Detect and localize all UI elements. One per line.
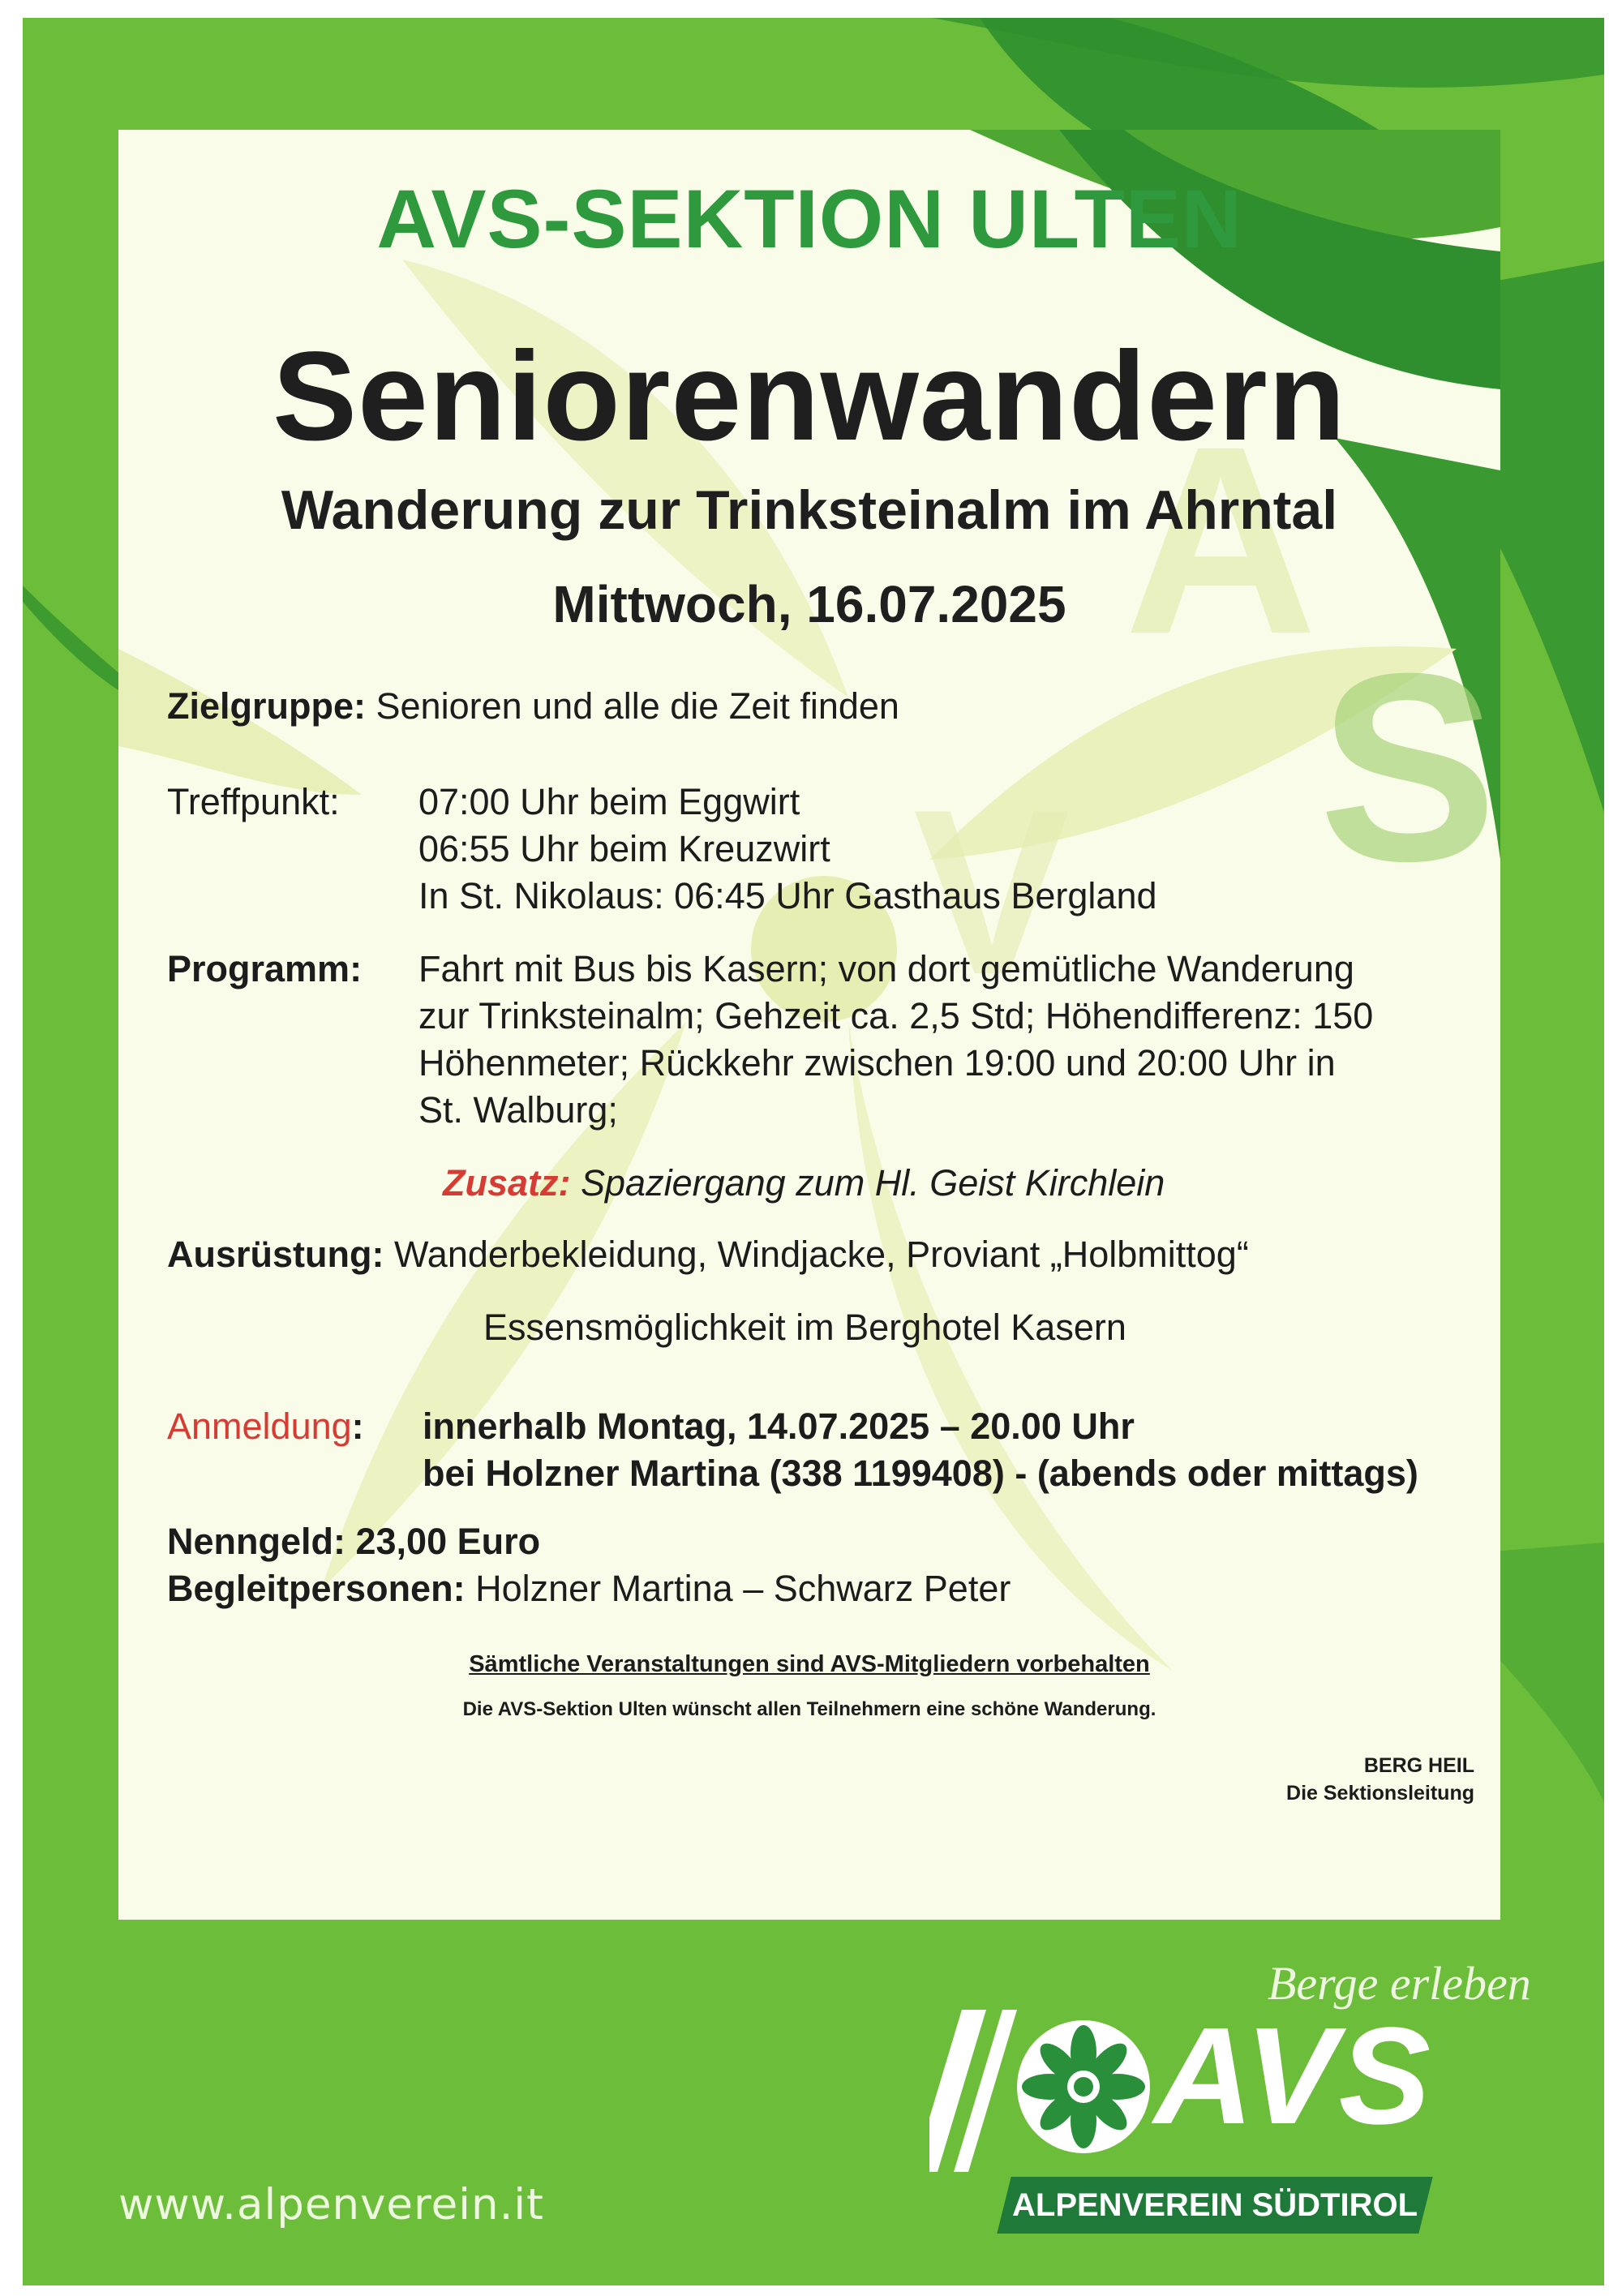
programm-label: Programm: — [167, 948, 363, 989]
zielgruppe-label: Zielgruppe: — [167, 685, 366, 727]
anmeldung-label: Anmeldung — [167, 1405, 352, 1447]
website-url: www.alpenverein.it — [118, 2180, 544, 2229]
svg-text:A: A — [1124, 390, 1318, 689]
anmeldung-label-row — [167, 1403, 364, 1450]
zielgruppe-row — [167, 683, 899, 730]
signature: Die Sektionsleitung — [1286, 1782, 1474, 1805]
section-title: AVS-SEKTION ULTEN — [376, 173, 1242, 265]
treffpunkt-line-2: 06:55 Uhr beim Kreuzwirt — [418, 828, 830, 869]
nenngeld: Nenngeld: 23,00 Euro — [167, 1521, 541, 1562]
members-only-note: Sämtliche Veranstaltungen sind AVS-Mitgliedern vorbehalten — [469, 1651, 1150, 1677]
treffpunkt-label: Treffpunkt: — [167, 781, 340, 822]
main-title: Seniorenwandern — [272, 326, 1346, 467]
avs-banner-text: ALPENVEREIN SÜDTIROL — [1011, 2187, 1418, 2223]
avs-logo-word: AVS — [1154, 1999, 1432, 2153]
event-date: Mittwoch, 16.07.2025 — [552, 575, 1066, 633]
closing-block — [1286, 1752, 1474, 1807]
ausruestung-value: Wanderbekleidung, Windjacke, Proviant „Holbmittog“ — [394, 1234, 1249, 1275]
zusatz-row — [443, 1160, 1165, 1207]
svg-text:S: S — [1319, 617, 1498, 916]
slogan: Berge erleben — [1268, 1957, 1531, 2010]
greeting: BERG HEIL — [1363, 1754, 1474, 1777]
zusatz-label: Zusatz: — [443, 1162, 571, 1204]
begleit-label: Begleitpersonen: — [167, 1568, 466, 1609]
ausruestung-label: Ausrüstung: — [167, 1234, 384, 1275]
essen-info: Essensmöglichkeit im Berghotel Kasern — [483, 1307, 1126, 1348]
begleitpersonen-row — [167, 1565, 1011, 1612]
poster — [23, 18, 1604, 2285]
flyer-content — [118, 130, 1500, 1920]
zielgruppe-value: Senioren und alle die Zeit finden — [375, 685, 899, 727]
wish-note: Die AVS-Sektion Ulten wünscht allen Teilnehmern eine schöne Wanderung. — [462, 1698, 1156, 1720]
treffpunkt-line-3: In St. Nikolaus: 06:45 Uhr Gasthaus Bergland — [418, 875, 1157, 916]
programm-line-1: Fahrt mit Bus bis Kasern; von dort gemütliche Wanderung — [418, 948, 1354, 989]
programm-line-3: Höhenmeter; Rückkehr zwischen 19:00 und 20:00 Uhr in — [418, 1042, 1336, 1084]
programm-line-2: zur Trinksteinalm; Gehzeit ca. 2,5 Std; Höhendifferenz: 150 — [418, 995, 1374, 1036]
event-subtitle: Wanderung zur Trinksteinalm im Ahrntal — [281, 479, 1338, 541]
content-sheet — [118, 130, 1500, 1920]
zusatz-value: Spaziergang zum Hl. Geist Kirchlein — [581, 1162, 1165, 1204]
anmeldung-line-2: bei Holzner Martina (338 1199408) - (abends oder mittags) — [423, 1453, 1418, 1494]
anmeldung-line-1: innerhalb Montag, 14.07.2025 – 20.00 Uhr — [423, 1405, 1135, 1447]
avs-banner — [997, 2177, 1432, 2234]
svg-text:V: V — [913, 761, 1071, 1024]
programm-line-4: St. Walburg; — [418, 1089, 618, 1131]
treffpunkt-line-1: 07:00 Uhr beim Eggwirt — [418, 781, 800, 822]
ausruestung-row — [167, 1231, 1249, 1278]
begleit-value: Holzner Martina – Schwarz Peter — [475, 1568, 1011, 1609]
anmeldung-colon: : — [351, 1405, 364, 1447]
